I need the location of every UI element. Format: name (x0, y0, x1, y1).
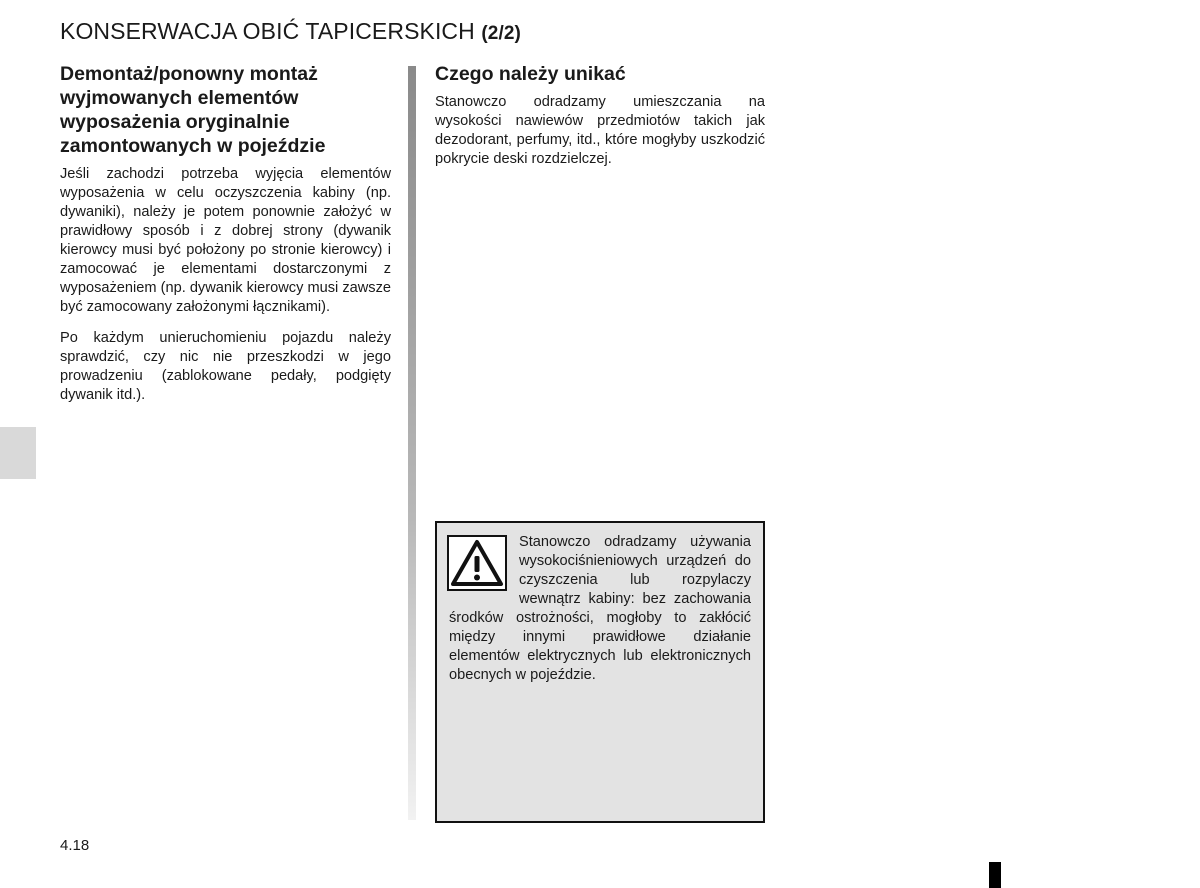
chapter-side-tab (0, 427, 36, 479)
warning-box (435, 521, 765, 823)
warning-text: Stanowczo odradzamy używania wysokociśnieniowych urządzeń do czyszczenia lub rozpylaczy wewnątrz kabiny: bez zachowania środków ostrożności, mogłoby to zakłócić między innymi prawidłowe działanie elementów elektrycznych lub elektronicznych obecnych w pojeździe. (449, 534, 751, 683)
warning-text-block (449, 533, 751, 685)
left-paragraph-2: Po każdym unieruchomieniu pojazdu należy sprawdzić, czy nic nie przeszkodzi w jego prowadzeniu (zablokowane pedały, podgięty dywanik itd.). (60, 330, 391, 403)
right-section-heading: Czego należy unikać (435, 63, 626, 85)
page-number: 4.18 (60, 837, 90, 854)
left-column (60, 62, 391, 417)
page-title-suffix: (2/2) (481, 23, 521, 44)
column-separator-bar (408, 66, 416, 820)
right-paragraph: Stanowczo odradzamy umieszczania na wysokości nawiewów przedmiotów takich jak dezodorant, perfumy, itd., które mogłyby uszkodzić pokrycie deski rozdzielczej. (435, 94, 765, 167)
left-paragraph-1: Jeśli zachodzi potrzeba wyjęcia elementów wyposażenia w celu oczyszczenia kabiny (np. dywaniki), należy je potem ponownie założyć w prawidłowy sposób i z dobrej strony (dywanik kierowcy musi być położony po stronie kierowcy) i zamocować je elementami dostarczonymi z wyposażeniem (np. dywanik kierowcy musi zawsze być zamocowany założonymi łącznikami). (60, 166, 391, 315)
page-title (60, 18, 521, 45)
page-title-text: KONSERWACJA OBIĆ TAPICERSKICH (60, 18, 475, 44)
left-section-heading: Demontaż/ponowny montaż wyjmowanych elementów wyposażenia oryginalnie zamontowanych w pojeździe (60, 63, 326, 157)
page-corner-mark (989, 862, 1001, 888)
right-column (435, 62, 765, 181)
